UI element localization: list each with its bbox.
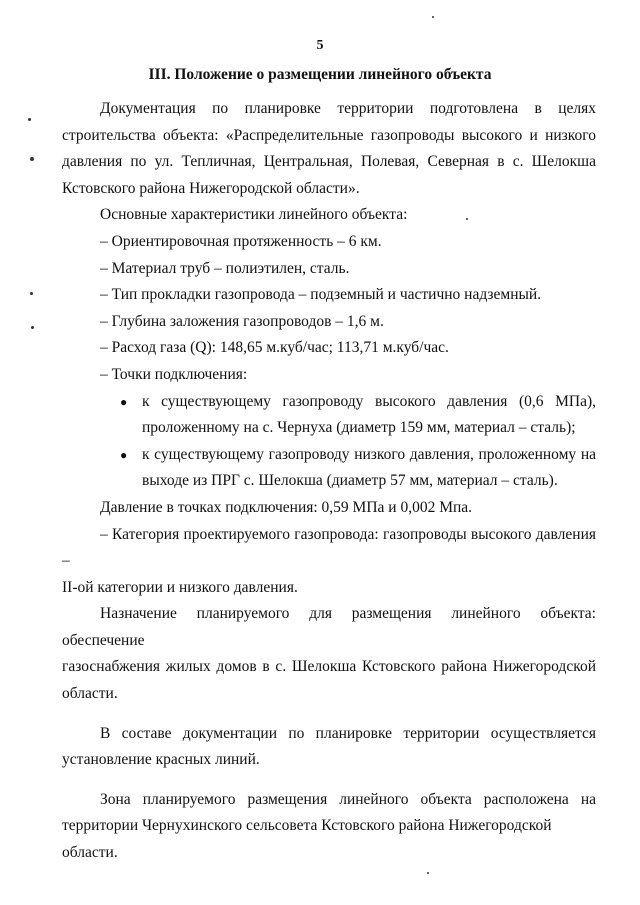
characteristic-depth: – Глубина заложения газопроводов – 1,6 м.: [100, 312, 384, 330]
connection-points-list: [62, 389, 596, 495]
characteristic-material: – Материал труб – полиэтилен, сталь.: [100, 259, 350, 277]
list-item: ● к существующему газопроводу низкого давления, проложенному на выходе из ПРГ с. Шелокша (диаметр 57 мм, материал – сталь).: [124, 442, 596, 495]
scan-speck: [466, 218, 468, 220]
scan-speck: [28, 118, 31, 121]
red-lines-line-1: В составе документации по планировке территории осуществляется: [100, 724, 596, 742]
connection-pressure: Давление в точках подключения: 0,59 МПа и 0,002 Мпа.: [100, 498, 473, 516]
characteristic-laying-type: – Тип прокладки газопровода – подземный и частично надземный.: [100, 286, 542, 304]
page-number: 5: [316, 38, 324, 53]
scan-speck: [427, 872, 429, 874]
purpose-line-3: области.: [62, 685, 118, 703]
list-item: ● к существующему газопроводу высокого давления (0,6 МПа), проложенному на с. Чернуха (диаметр 159 мм, материал – сталь);: [124, 389, 596, 442]
intro-line-3: давления по ул. Тепличная, Центральная, Полевая, Северная в с. Шелокша: [62, 153, 596, 171]
purpose-line-1: Назначение планируемого для размещения линейного объекта: обеспечение: [62, 605, 596, 649]
characteristic-connection-points: – Точки подключения:: [100, 365, 248, 383]
scan-speck: [432, 16, 434, 18]
bullet-icon: ●: [120, 394, 128, 409]
intro-line-1: Документация по планировке территории подготовлена в целях: [100, 100, 596, 117]
characteristics-heading: Основные характеристики линейного объекта:: [100, 206, 408, 224]
category-line-2: II-ой категории и низкого давления.: [62, 578, 298, 596]
intro-line-2: строительства объекта: «Распределительные газопроводы высокого и низкого: [62, 126, 596, 144]
zone-line-2: территории Чернухинского сельсовета Кстовского района Нижегородской области.: [62, 817, 552, 862]
intro-line-4: Кстовского района Нижегородской области».: [62, 179, 360, 197]
document-body: [62, 96, 596, 867]
zone-line-1: Зона планируемого размещения линейного объекта расположена на: [100, 790, 596, 808]
scan-speck: [30, 292, 33, 295]
characteristic-length: – Ориентировочная протяженность – 6 км.: [100, 232, 382, 250]
section-title: III. Положение о размещении линейного объекта: [148, 66, 492, 83]
characteristic-gas-flow: – Расход газа (Q): 148,65 м.куб/час; 113,71 м.куб/час.: [100, 339, 449, 357]
scan-speck: [30, 157, 34, 161]
category-line-1: – Категория проектируемого газопровода: газопроводы высокого давления –: [62, 525, 596, 570]
bullet-icon: ●: [120, 447, 128, 462]
red-lines-line-2: установление красных линий.: [62, 751, 260, 769]
purpose-line-2: газоснабжения жилых домов в с. Шелокша Кстовского района Нижегородской: [62, 658, 596, 676]
scan-speck: [31, 326, 34, 329]
